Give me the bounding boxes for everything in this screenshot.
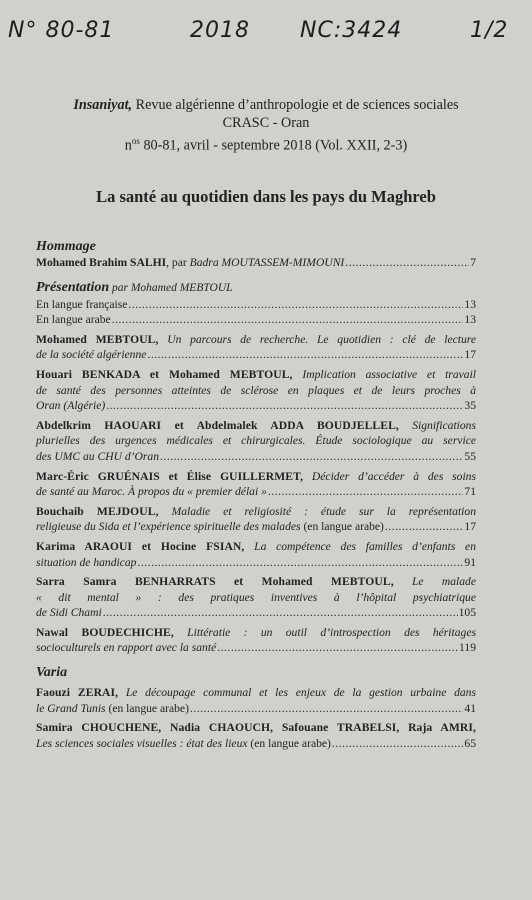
journal-issue: $n^{os}$ 80-81, avril - septembre 2018 (Vol. XXII, 2-3) [124, 136, 408, 154]
toc-entry[interactable]: Nawal BOUDECHICHE, Littératie : un outil d’introspection des héritages socioculturels en rapport avec la santé ..... 119 [36, 625, 476, 656]
entry-title: Un parcours de recherche. Le quotidien : clé de lecture [158, 332, 476, 346]
journal-description: Revue algérienne d’anthropologie et de sciences sociales [132, 97, 459, 113]
entry-title: Maladie et religiosité : étude sur la représentation [158, 504, 476, 518]
entry-authors: Nawal BOUDECHICHE, [36, 625, 174, 639]
leader-dots [268, 484, 464, 500]
entry-authors: Marc-Éric GRUÉNAIS et Élise GUILLERMET, [36, 469, 304, 483]
entry-title: Implication associative et travail [292, 367, 477, 381]
entry-title: Littératie : un outil d’introspection des héritages [173, 625, 476, 639]
issue-title: La santé au quotidien dans les pays du Maghreb [96, 187, 436, 206]
journal-name: Insaniyat, [73, 97, 133, 113]
table-of-contents [36, 232, 476, 751]
handwritten-year: 2018 [190, 18, 250, 43]
entry-authors: Sarra Samra BENHARRATS et Mohamed MEBTOUL, [36, 575, 394, 589]
leader-dots [106, 398, 463, 414]
toc-entry[interactable]: Mohamed Brahim SALHI, par Badra MOUTASSEM-MIMOUNI ..... 7 [36, 255, 476, 271]
page-number: 91 [464, 555, 476, 569]
page-number: 71 [464, 485, 476, 499]
leader-dots [217, 640, 458, 656]
entry-authors: Mohamed Brahim SALHI [36, 256, 167, 269]
page-number: 65 [464, 736, 476, 750]
entry-title: Décider d’accéder à des soins [303, 469, 476, 483]
toc-entry[interactable]: Karima ARAOUI et Hocine FSIAN, La compétence des familles d’enfants en situation de handicap ..... 91 [36, 539, 476, 570]
entry-authors: Karima ARAOUI et Hocine FSIAN, [36, 539, 245, 553]
section-heading-presentation: Présentation par Mohamed MEBTOUL [36, 279, 233, 295]
toc-entry[interactable]: En langue française ..... 13 [36, 297, 476, 313]
entry-title: Le découpage communal et les enjeux de la gestion urbaine dans [118, 686, 476, 700]
page-number: 119 [459, 641, 476, 655]
handwritten-fraction: 1/2 [470, 18, 509, 43]
leader-dots [128, 297, 463, 313]
handwritten-nc: NC:3424 [300, 18, 403, 43]
page-number: 13 [464, 297, 476, 311]
leader-dots [332, 736, 464, 752]
entry-title: La compétence des familles d’enfants en [244, 539, 477, 553]
page-number: 17 [464, 348, 476, 362]
page-number: 13 [464, 313, 476, 327]
leader-dots [190, 701, 463, 717]
leader-dots [345, 255, 469, 271]
page-number: 55 [464, 449, 476, 463]
toc-entry[interactable]: Marc-Éric GRUÉNAIS et Élise GUILLERMET, Décider d’accéder à des soins de santé au Maroc. À propos du « premier délai » ..... 71 [36, 469, 476, 500]
entry-authors: Houari BENKADA et Mohamed MEBTOUL, [36, 367, 293, 381]
toc-entry[interactable]: Abdelkrim HAOUARI et Abdelmalek ADDA BOUDJELLEL, Significations plurielles des urgences médicales et chirurgicales. Étude sociologique au service des UMC au CHU d’Oran ..... 55 [36, 418, 476, 465]
toc-entry[interactable]: En langue arabe ..... 13 [36, 312, 476, 328]
journal-header [0, 96, 532, 155]
toc-entry[interactable]: Sarra Samra BENHARRATS et Mohamed MEBTOUL, Le malade « dit mental » : des pratiques inventives à l’hôpital psychiatrique de Sidi Chami ..... 105 [36, 574, 476, 621]
entry-by: Badra MOUTASSEM-MIMOUNI [189, 256, 345, 269]
entry-title: Le malade [393, 575, 476, 589]
entry-authors: Bouchaib MEJDOUL, [36, 504, 159, 518]
handwritten-issue-number: N° 80-81 [8, 18, 115, 43]
leader-dots [147, 347, 463, 363]
toc-entry[interactable]: Faouzi ZERAI, Le découpage communal et les enjeux de la gestion urbaine dans le Grand Tunis (en langue arabe) ..... 41 [36, 685, 476, 716]
entry-authors: Samira CHOUCHENE, Nadia CHAOUCH, Safouane TRABELSI, Raja AMRI, [36, 721, 476, 735]
toc-entry[interactable]: Houari BENKADA et Mohamed MEBTOUL, Implication associative et travail de santé des personnes atteintes de sclérose en plaques et de leurs proches à Oran (Algérie) ..... 35 [36, 367, 476, 414]
leader-dots [385, 519, 464, 535]
leader-dots [137, 555, 463, 571]
entry-title: Significations [398, 418, 476, 432]
leader-dots [160, 449, 463, 465]
section-heading-hommage: Hommage [36, 239, 96, 254]
page-number: 41 [464, 701, 476, 715]
toc-entry[interactable]: Samira CHOUCHENE, Nadia CHAOUCH, Safouane TRABELSI, Raja AMRI, Les sciences sociales visuelles : état des lieux (en langue arabe) ..... 65 [36, 720, 476, 751]
entry-authors: Abdelkrim HAOUARI et Abdelmalek ADDA BOUDJELLEL, [36, 418, 399, 432]
leader-dots [112, 312, 464, 328]
page-number: 35 [464, 399, 476, 413]
page-number: 105 [458, 606, 476, 620]
toc-entry[interactable]: Mohamed MEBTOUL, Un parcours de recherche. Le quotidien : clé de lecture de la société algérienne ..... 17 [36, 332, 476, 363]
entry-authors: Faouzi ZERAI, [36, 686, 119, 700]
section-heading-varia: Varia [36, 665, 68, 681]
leader-dots [103, 605, 458, 621]
journal-org: CRASC - Oran [222, 115, 310, 131]
page-number: 7 [470, 256, 476, 269]
toc-entry[interactable]: Bouchaib MEJDOUL, Maladie et religiosité : étude sur la représentation religieuse du Sida et l’expérience spirituelle des malades (en langue arabe) ..... 17 [36, 504, 476, 535]
page-number: 17 [464, 520, 476, 534]
entry-authors: Mohamed MEBTOUL, [36, 332, 159, 346]
